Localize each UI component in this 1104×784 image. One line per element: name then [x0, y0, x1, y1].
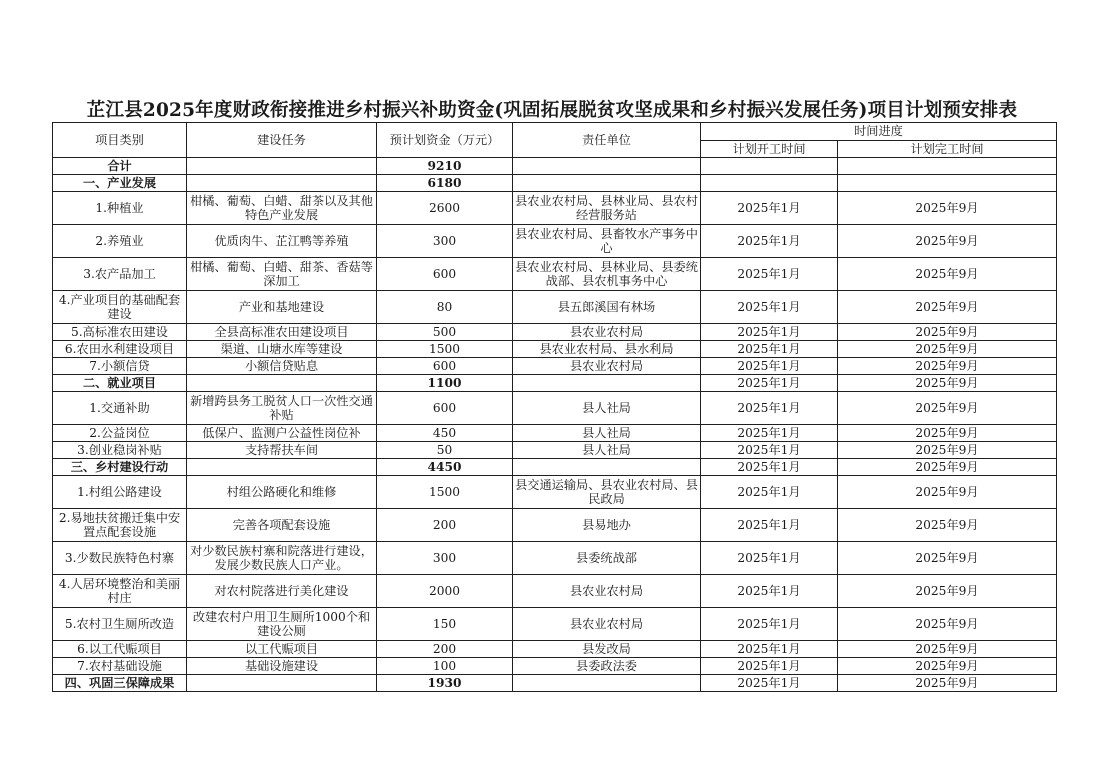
- cell-end: 2025年9月: [838, 375, 1057, 392]
- cell-start: 2025年1月: [701, 608, 838, 641]
- cell-funds: 300: [377, 542, 513, 575]
- cell-start: 2025年1月: [701, 575, 838, 608]
- cell-unit: 县农业农村局: [513, 358, 701, 375]
- table-row: [53, 375, 1057, 392]
- cell-funds: 100: [377, 658, 513, 675]
- cell-task: 柑橘、葡萄、白蜡、甜茶、香菇等深加工: [187, 258, 377, 291]
- cell-funds: 200: [377, 641, 513, 658]
- table-row: [53, 476, 1057, 509]
- cell-unit: 县农业农村局: [513, 608, 701, 641]
- cell-start: 2025年1月: [701, 375, 838, 392]
- cell-end: 2025年9月: [838, 258, 1057, 291]
- cell-unit: 县五郎溪国有林场: [513, 291, 701, 324]
- cell-start: 2025年1月: [701, 291, 838, 324]
- cell-start: 2025年1月: [701, 341, 838, 358]
- cell-end: 2025年9月: [838, 675, 1057, 692]
- table-row: [53, 225, 1057, 258]
- table-body: [53, 158, 1057, 692]
- cell-start: 2025年1月: [701, 392, 838, 425]
- cell-end: 2025年9月: [838, 658, 1057, 675]
- cell-start: 2025年1月: [701, 225, 838, 258]
- cell-funds: 600: [377, 392, 513, 425]
- cell-funds: 150: [377, 608, 513, 641]
- cell-category: 7.小额信贷: [53, 358, 187, 375]
- cell-start: 2025年1月: [701, 442, 838, 459]
- cell-end: 2025年9月: [838, 509, 1057, 542]
- cell-task: 村组公路硬化和维修: [187, 476, 377, 509]
- cell-end: 2025年9月: [838, 542, 1057, 575]
- cell-category: 4.人居环境整治和美丽村庄: [53, 575, 187, 608]
- table-row: [53, 158, 1057, 175]
- cell-task: 基础设施建设: [187, 658, 377, 675]
- cell-category: 3.创业稳岗补贴: [53, 442, 187, 459]
- table-row: [53, 341, 1057, 358]
- cell-category: 2.易地扶贫搬迁集中安置点配套设施: [53, 509, 187, 542]
- cell-category: 6.以工代赈项目: [53, 641, 187, 658]
- table-row: [53, 442, 1057, 459]
- cell-end: 2025年9月: [838, 442, 1057, 459]
- cell-end: 2025年9月: [838, 641, 1057, 658]
- header-funds: 预计划资金（万元）: [377, 123, 513, 158]
- header-row-1: [53, 123, 1057, 141]
- cell-end: 2025年9月: [838, 425, 1057, 442]
- cell-unit: 县易地办: [513, 509, 701, 542]
- cell-funds: 6180: [377, 175, 513, 192]
- cell-category: 6.农田水利建设项目: [53, 341, 187, 358]
- table-row: [53, 641, 1057, 658]
- cell-funds: 9210: [377, 158, 513, 175]
- cell-funds: 200: [377, 509, 513, 542]
- cell-category: 3.少数民族特色村寨: [53, 542, 187, 575]
- cell-start: 2025年1月: [701, 658, 838, 675]
- cell-task: 柑橘、葡萄、白蜡、甜茶以及其他特色产业发展: [187, 192, 377, 225]
- cell-unit: [513, 175, 701, 192]
- cell-funds: 1500: [377, 476, 513, 509]
- cell-unit: 县人社局: [513, 442, 701, 459]
- cell-unit: 县农业农村局: [513, 575, 701, 608]
- cell-unit: 县农业农村局、县林业局、县委统战部、县农机事务中心: [513, 258, 701, 291]
- cell-funds: 50: [377, 442, 513, 459]
- cell-end: 2025年9月: [838, 575, 1057, 608]
- cell-unit: 县农业农村局、县林业局、县农村经营服务站: [513, 192, 701, 225]
- table-row: [53, 192, 1057, 225]
- cell-end: [838, 175, 1057, 192]
- cell-end: 2025年9月: [838, 392, 1057, 425]
- cell-category: 二、就业项目: [53, 375, 187, 392]
- cell-category: 1.种植业: [53, 192, 187, 225]
- cell-funds: 450: [377, 425, 513, 442]
- table-row: [53, 509, 1057, 542]
- cell-start: 2025年1月: [701, 258, 838, 291]
- cell-unit: 县农业农村局、县水利局: [513, 341, 701, 358]
- cell-task: 低保户、监测户公益性岗位补: [187, 425, 377, 442]
- cell-end: 2025年9月: [838, 341, 1057, 358]
- cell-start: 2025年1月: [701, 324, 838, 341]
- cell-end: 2025年9月: [838, 459, 1057, 476]
- cell-start: [701, 175, 838, 192]
- table-row: [53, 425, 1057, 442]
- cell-task: 完善各项配套设施: [187, 509, 377, 542]
- cell-start: 2025年1月: [701, 459, 838, 476]
- cell-task: 对农村院落进行美化建设: [187, 575, 377, 608]
- table-row: [53, 459, 1057, 476]
- table-row: [53, 608, 1057, 641]
- cell-start: 2025年1月: [701, 358, 838, 375]
- table-row: [53, 575, 1057, 608]
- cell-category: 2.公益岗位: [53, 425, 187, 442]
- cell-unit: 县委政法委: [513, 658, 701, 675]
- document-title: 芷江县2025年度财政衔接推进乡村振兴补助资金(巩固拓展脱贫攻坚成果和乡村振兴发展任务)项目计划预安排表: [86, 100, 1018, 121]
- cell-funds: 1100: [377, 375, 513, 392]
- cell-unit: 县发改局: [513, 641, 701, 658]
- cell-task: 渠道、山塘水库等建设: [187, 341, 377, 358]
- table-row: [53, 258, 1057, 291]
- table-row: [53, 675, 1057, 692]
- cell-funds: 2600: [377, 192, 513, 225]
- cell-start: 2025年1月: [701, 509, 838, 542]
- cell-start: 2025年1月: [701, 192, 838, 225]
- cell-start: 2025年1月: [701, 675, 838, 692]
- cell-category: 3.农产品加工: [53, 258, 187, 291]
- header-unit: 责任单位: [513, 123, 701, 158]
- cell-funds: 1930: [377, 675, 513, 692]
- cell-task: [187, 375, 377, 392]
- cell-unit: [513, 158, 701, 175]
- cell-funds: 500: [377, 324, 513, 341]
- cell-start: 2025年1月: [701, 542, 838, 575]
- table-row: [53, 392, 1057, 425]
- project-plan-table: [52, 122, 1057, 692]
- header-end: 计划完工时间: [838, 140, 1057, 158]
- cell-category: 三、乡村建设行动: [53, 459, 187, 476]
- cell-funds: 2000: [377, 575, 513, 608]
- cell-task: 改建农村户用卫生厕所1000个和建设公厕: [187, 608, 377, 641]
- cell-start: [701, 158, 838, 175]
- cell-end: 2025年9月: [838, 324, 1057, 341]
- cell-category: 2.养殖业: [53, 225, 187, 258]
- cell-unit: 县农业农村局: [513, 324, 701, 341]
- table-row: [53, 324, 1057, 341]
- cell-end: 2025年9月: [838, 225, 1057, 258]
- cell-task: [187, 158, 377, 175]
- header-category: 项目类别: [53, 123, 187, 158]
- cell-start: 2025年1月: [701, 641, 838, 658]
- table-row: [53, 175, 1057, 192]
- cell-funds: 80: [377, 291, 513, 324]
- cell-task: 对少数民族村寨和院落进行建设，发展少数民族人口产业。: [187, 542, 377, 575]
- cell-end: 2025年9月: [838, 358, 1057, 375]
- cell-end: 2025年9月: [838, 192, 1057, 225]
- header-start: 计划开工时间: [701, 140, 838, 158]
- cell-start: 2025年1月: [701, 425, 838, 442]
- header-task: 建设任务: [187, 123, 377, 158]
- cell-unit: 县人社局: [513, 392, 701, 425]
- cell-task: 优质肉牛、芷江鸭等养殖: [187, 225, 377, 258]
- cell-end: 2025年9月: [838, 608, 1057, 641]
- cell-task: 支持帮扶车间: [187, 442, 377, 459]
- cell-unit: [513, 675, 701, 692]
- cell-unit: [513, 459, 701, 476]
- cell-category: 7.农村基础设施: [53, 658, 187, 675]
- cell-funds: 300: [377, 225, 513, 258]
- cell-unit: 县农业农村局、县畜牧水产事务中心: [513, 225, 701, 258]
- cell-category: 4.产业项目的基础配套建设: [53, 291, 187, 324]
- cell-unit: 县委统战部: [513, 542, 701, 575]
- cell-unit: 县交通运输局、县农业农村局、县民政局: [513, 476, 701, 509]
- cell-category: 合计: [53, 158, 187, 175]
- cell-task: [187, 175, 377, 192]
- cell-funds: 600: [377, 358, 513, 375]
- cell-task: [187, 459, 377, 476]
- table-row: [53, 658, 1057, 675]
- cell-funds: 1500: [377, 341, 513, 358]
- cell-category: 1.村组公路建设: [53, 476, 187, 509]
- table-row: [53, 291, 1057, 324]
- cell-task: [187, 675, 377, 692]
- header-progress: 时间进度: [701, 123, 1057, 141]
- table-row: [53, 542, 1057, 575]
- cell-task: 小额信贷贴息: [187, 358, 377, 375]
- cell-task: 新增跨县务工脱贫人口一次性交通补贴: [187, 392, 377, 425]
- cell-category: 1.交通补助: [53, 392, 187, 425]
- cell-task: 全县高标准农田建设项目: [187, 324, 377, 341]
- cell-funds: 600: [377, 258, 513, 291]
- cell-task: 以工代赈项目: [187, 641, 377, 658]
- table-row: [53, 358, 1057, 375]
- cell-unit: [513, 375, 701, 392]
- cell-task: 产业和基地建设: [187, 291, 377, 324]
- cell-end: [838, 158, 1057, 175]
- cell-funds: 4450: [377, 459, 513, 476]
- cell-end: 2025年9月: [838, 476, 1057, 509]
- cell-category: 5.高标准农田建设: [53, 324, 187, 341]
- cell-start: 2025年1月: [701, 476, 838, 509]
- cell-category: 5.农村卫生厕所改造: [53, 608, 187, 641]
- cell-end: 2025年9月: [838, 291, 1057, 324]
- cell-unit: 县人社局: [513, 425, 701, 442]
- cell-category: 四、巩固三保障成果: [53, 675, 187, 692]
- cell-category: 一、产业发展: [53, 175, 187, 192]
